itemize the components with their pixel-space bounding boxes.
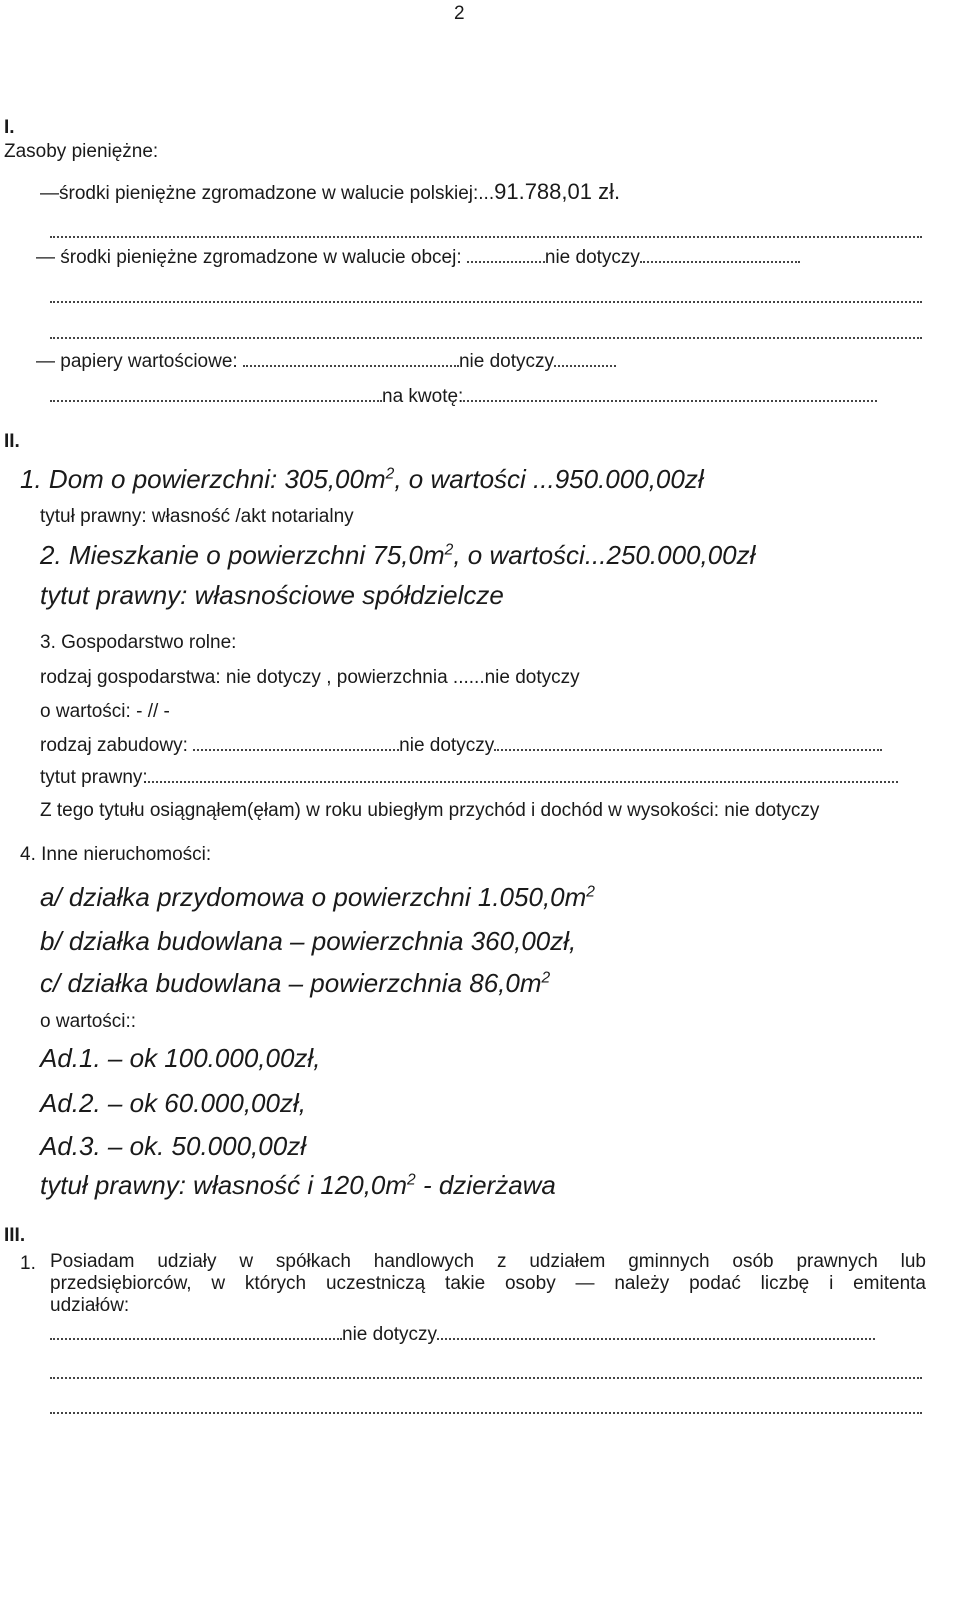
- other-value-label: o wartości::: [40, 1011, 137, 1032]
- dotted-fill: [467, 249, 545, 263]
- dotted-line: [50, 1412, 922, 1414]
- dotted-fill: [494, 737, 882, 751]
- apartment-value: , o wartości...250.000,00zł: [453, 540, 756, 570]
- shares-line-2: przedsiębiorców, w których uczestniczą takie osoby — należy podać liczbę i emitenta: [50, 1273, 926, 1294]
- page-number: 2: [454, 3, 465, 24]
- other-title-suffix: - dzierżawa: [415, 1170, 556, 1200]
- shares-line-3: udziałów:: [50, 1295, 130, 1316]
- farm-heading: 3. Gospodarstwo rolne:: [40, 632, 237, 653]
- superscript: 2: [444, 541, 454, 559]
- house-area: Dom o powierzchni: 305,00m: [48, 464, 386, 494]
- house-value: , o wartości ...950.000,00zł: [394, 464, 704, 494]
- section-3-heading: III.: [4, 1225, 26, 1246]
- section-1-title: Zasoby pieniężne:: [4, 141, 159, 162]
- dotted-fill: [50, 1326, 342, 1340]
- dotted-fill: [554, 353, 616, 367]
- farm-building-line: [40, 736, 882, 755]
- farm-income: Z tego tytułu osiągnąłem(ęłam) w roku ubiegłym przychód i dochód w wysokości: nie dotyczy: [40, 800, 820, 821]
- superscript: 2: [407, 1171, 416, 1189]
- farm-title-label: tytut prawny:: [40, 767, 148, 788]
- dotted-fill: [437, 1326, 875, 1340]
- superscript: 2: [586, 883, 595, 901]
- securities-label: — papiery wartościowe:: [36, 351, 243, 372]
- shares-line-1: Posiadam udziały w spółkach handlowych z udziałem gminnych osób prawnych lub: [50, 1251, 926, 1272]
- section-1-heading: I.: [4, 117, 15, 138]
- pln-cash-value: 91.788,01 zł.: [494, 179, 621, 204]
- other-property-c: [40, 970, 550, 996]
- foreign-cash-value: nie dotyczy: [544, 247, 640, 268]
- dotted-line: [50, 301, 922, 303]
- dotted-fill: [463, 388, 877, 402]
- apartment-area: Mieszkanie o powierzchni 75,0m: [68, 540, 445, 570]
- dotted-fill: [243, 353, 459, 367]
- shares-value-line: [50, 1325, 875, 1344]
- ad-1: Ad.1. – ok 100.000,00zł,: [40, 1043, 321, 1073]
- dotted-fill: [50, 388, 382, 402]
- other-property-a-text: a/ działka przydomowa o powierzchni 1.050,0m: [40, 882, 587, 912]
- ad-2: Ad.2. – ok 60.000,00zł,: [40, 1088, 306, 1118]
- foreign-cash-label: — środki pieniężne zgromadzone w walucie obcej:: [36, 247, 467, 268]
- other-property-a: [40, 884, 595, 910]
- section-3-item-number: 1.: [20, 1253, 36, 1274]
- shares-paragraph: [50, 1251, 926, 1317]
- other-property-heading: 4. Inne nieruchomości:: [20, 844, 212, 865]
- amount-label: na kwotę:: [382, 386, 464, 407]
- ad-3: Ad.3. – ok. 50.000,00zł: [40, 1131, 306, 1161]
- other-property-c-text: c/ działka budowlana – powierzchnia 86,0m: [40, 968, 542, 998]
- apartment-line: [40, 542, 755, 568]
- dotted-fill: [148, 769, 898, 783]
- farm-value: o wartości: - // -: [40, 701, 170, 722]
- securities-value: nie dotyczy: [458, 351, 555, 372]
- dotted-line: [50, 1377, 922, 1379]
- farm-building-label: rodzaj zabudowy:: [40, 735, 194, 756]
- shares-value: nie dotyczy: [342, 1324, 438, 1345]
- dotted-fill: [193, 737, 399, 751]
- farm-type: rodzaj gospodarstwa: nie dotyczy , powierzchnia ......nie dotyczy: [40, 667, 580, 688]
- superscript: 2: [385, 465, 395, 483]
- apartment-title: tytut prawny: własnościowe spółdzielcze: [40, 580, 504, 610]
- other-title-text: tytuł prawny: własność i 120,0m: [40, 1170, 408, 1200]
- apartment-number: 2.: [40, 540, 62, 570]
- farm-building-value: nie dotyczy: [399, 735, 495, 756]
- pln-cash-label: —środki pieniężne zgromadzone w walucie polskiej:...: [40, 183, 495, 204]
- house-line: [20, 466, 704, 492]
- foreign-cash-line: [36, 248, 800, 267]
- farm-title-line: [40, 768, 898, 787]
- securities-line: [36, 352, 616, 371]
- section-2-heading: II.: [4, 431, 20, 452]
- house-title: tytuł prawny: własność /akt notarialny: [40, 506, 354, 527]
- house-number: 1.: [20, 464, 42, 494]
- other-property-b: b/ działka budowlana – powierzchnia 360,00zł,: [40, 926, 577, 956]
- pln-cash-line: [40, 181, 620, 203]
- dotted-line: [50, 337, 922, 339]
- amount-line: [50, 387, 877, 406]
- superscript: 2: [541, 969, 551, 987]
- dotted-fill: [640, 249, 800, 263]
- other-property-title: [40, 1172, 556, 1198]
- dotted-line: [50, 236, 922, 238]
